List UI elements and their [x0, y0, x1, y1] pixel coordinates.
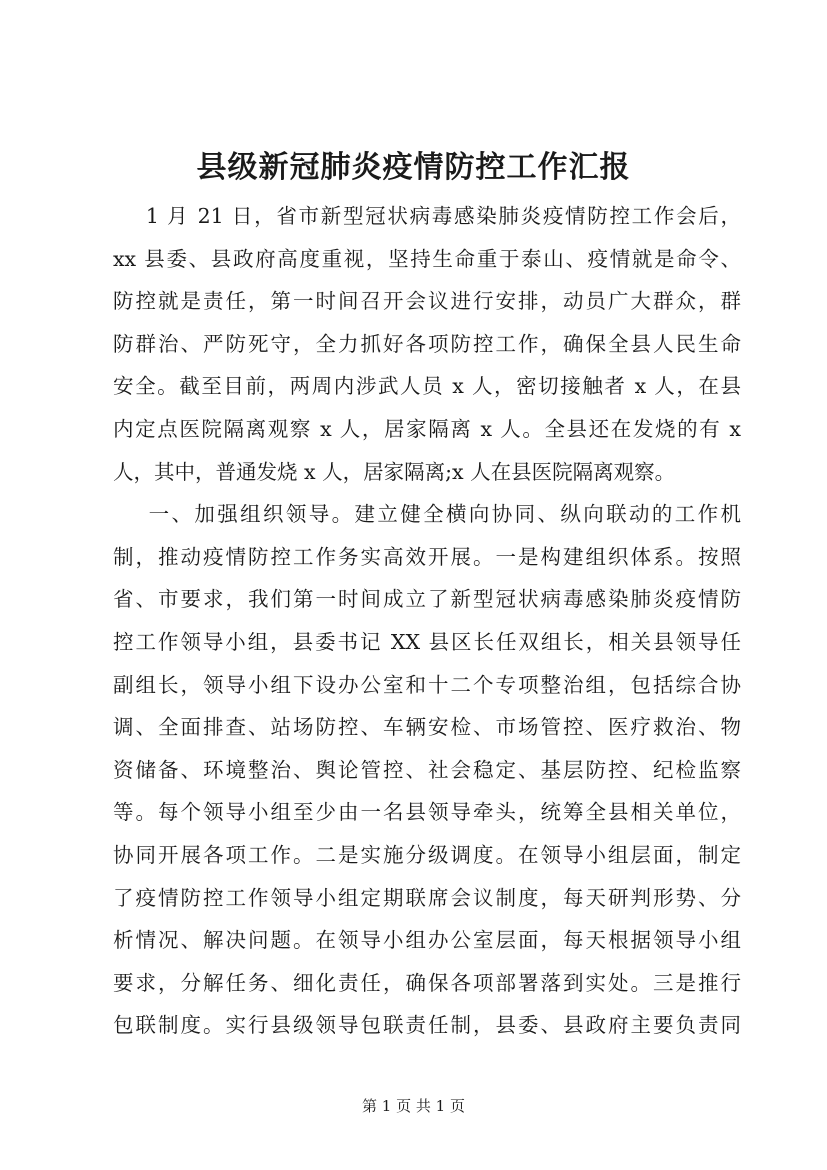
- page-footer: 第 1 页 共 1 页: [362, 1097, 465, 1115]
- paragraph-line: 防群治、严防死守，全力抓好各项防控工作，确保全县人民生命: [113, 331, 741, 356]
- paragraph-line: 内定点医院隔离观察 x 人，居家隔离 x 人。全县还在发烧的有 x: [113, 416, 741, 441]
- document-body: [113, 195, 741, 1047]
- paragraph-line: 一、加强组织领导。建立健全横向协同、纵向联动的工作机: [113, 502, 741, 527]
- paragraph-line: 析情况、解决问题。在领导小组办公室层面，每天根据领导小组: [113, 928, 741, 953]
- paragraph-line: 等。每个领导小组至少由一名县领导牵头，统筹全县相关单位，: [113, 800, 741, 825]
- paragraph-line: 省、市要求，我们第一时间成立了新型冠状病毒感染肺炎疫情防: [113, 587, 741, 612]
- paragraph-line: 了疫情防控工作领导小组定期联席会议制度，每天研判形势、分: [113, 885, 741, 910]
- paragraph-line: 资储备、环境整治、舆论管控、社会稳定、基层防控、纪检监察: [113, 757, 741, 782]
- paragraph-line: 副组长，领导小组下设办公室和十二个专项整治组，包括综合协: [113, 672, 741, 697]
- paragraph-line: 1 月 21 日，省市新型冠状病毒感染肺炎疫情防控工作会后，: [113, 204, 741, 228]
- paragraph-line: 防控就是责任，第一时间召开会议进行安排，动员广大群众，群: [113, 289, 741, 314]
- paragraph-line: 制，推动疫情防控工作务实高效开展。一是构建组织体系。按照: [113, 544, 741, 569]
- paragraph-line: 安全。截至目前，两周内涉武人员 x 人，密切接触者 x 人，在县: [113, 374, 741, 399]
- paragraph-line: 人，其中，普通发烧 x 人，居家隔离;x 人在县医院隔离观察。: [113, 459, 676, 484]
- paragraph-line: 调、全面排查、站场防控、车辆安检、市场管控、医疗救治、物: [113, 715, 741, 740]
- paragraph-line: 包联制度。实行县级领导包联责任制，县委、县政府主要负责同: [113, 1013, 741, 1038]
- paragraph-line: 控工作领导小组，县委书记 XX 县区长任双组长，相关县领导任: [113, 629, 741, 654]
- paragraph-line: xx 县委、县政府高度重视，坚持生命重于泰山、疫情就是命令、: [113, 246, 741, 271]
- document-title: 县级新冠肺炎疫情防控工作汇报: [196, 150, 631, 185]
- paragraph-line: 要求，分解任务、细化责任，确保各项部署落到实处。三是推行: [113, 970, 741, 995]
- paragraph-line: 协同开展各项工作。二是实施分级调度。在领导小组层面，制定: [113, 842, 741, 867]
